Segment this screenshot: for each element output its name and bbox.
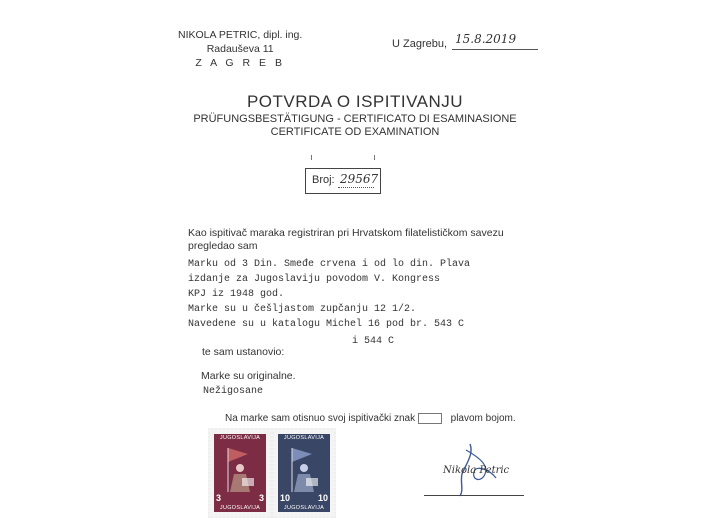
- intro-line-2: pregledao sam: [188, 240, 258, 252]
- typed-line-3: KPJ iz 1948 god.: [188, 289, 285, 300]
- intro-line-1: Kao ispitivač maraka registriran pri Hrvatskom filatelističkom savezu: [188, 227, 504, 239]
- typed-line-6: i 544 C: [352, 336, 395, 347]
- document-subtitle-en: CERTIFICATE OD EXAMINATION: [270, 126, 440, 138]
- sender-block: [178, 28, 302, 70]
- typed-line-1: Marku od 3 Din. Smeđe crvena i od lo din. Plava: [188, 259, 471, 270]
- stamp-10-din-face: [278, 434, 330, 512]
- flag-bearer-icon: [222, 444, 258, 494]
- date-underline: [452, 49, 538, 50]
- sender-city: Z A G R E B: [195, 57, 285, 69]
- stamp-3-din-country: JUGOSLAVIJA: [219, 435, 261, 441]
- typed-line-5: Navedene su u katalogu Michel 16 pod br. 543 C: [188, 319, 465, 330]
- established-label: te sam ustanovio:: [202, 346, 285, 358]
- corner-mark-left: [311, 155, 312, 160]
- document-title: POTVRDA O ISPITIVANJU: [246, 92, 464, 111]
- signature-line: [424, 495, 524, 496]
- certificate-number-label: Broj:: [312, 174, 335, 186]
- issue-date: 15.8.2019: [455, 32, 517, 46]
- stamp-10-din-value-right: 10: [317, 493, 328, 503]
- expert-mark-sample: [418, 413, 442, 424]
- stamp-10-din-country-bottom: JUGOSLAVIJA: [283, 505, 325, 511]
- intro-text: [188, 227, 504, 253]
- sender-street: Radauševa 11: [206, 43, 274, 55]
- stamp-3-din-value-left: 3: [216, 493, 222, 503]
- certificate-number-value: 29567: [340, 172, 379, 186]
- stamp-mark-note-end: plavom bojom.: [450, 413, 516, 424]
- sender-name: NIKOLA PETRIC, dipl. ing.: [178, 29, 303, 41]
- signatory-name: Nikola Petric: [443, 465, 510, 476]
- flag-bearer-icon: [286, 444, 322, 494]
- place-label: U Zagrebu,: [392, 38, 448, 50]
- stamp-10-din-value-left: 10: [280, 493, 291, 503]
- stamp-10-din: [272, 428, 336, 518]
- original-statement: Marke su originalne.: [201, 370, 296, 382]
- stamp-3-din-country-bottom: JUGOSLAVIJA: [219, 505, 261, 511]
- stamp-3-din: [208, 428, 272, 518]
- corner-mark-right: [374, 155, 375, 160]
- stamp-10-din-country: JUGOSLAVIJA: [283, 435, 325, 441]
- certificate-number-underline: [338, 187, 374, 188]
- stamp-3-din-face: [214, 434, 266, 512]
- stamp-mark-note-text: Na marke sam otisnuo svoj ispitivački znak: [225, 413, 416, 424]
- stamp-mark-note: [225, 413, 516, 424]
- stamp-3-din-value-right: 3: [258, 493, 264, 503]
- unused-statement: Nežigosane: [203, 386, 264, 397]
- typed-line-2: izdanje za Jugoslaviju povodom V. Kongress: [188, 274, 441, 285]
- document-subtitle-de-it: PRÜFUNGSBESTÄTIGUNG - CERTIFICATO DI ESAMINASIONE: [193, 113, 517, 125]
- typed-line-4: Marke su u češljastom zupčanju 12 1/2.: [188, 304, 417, 315]
